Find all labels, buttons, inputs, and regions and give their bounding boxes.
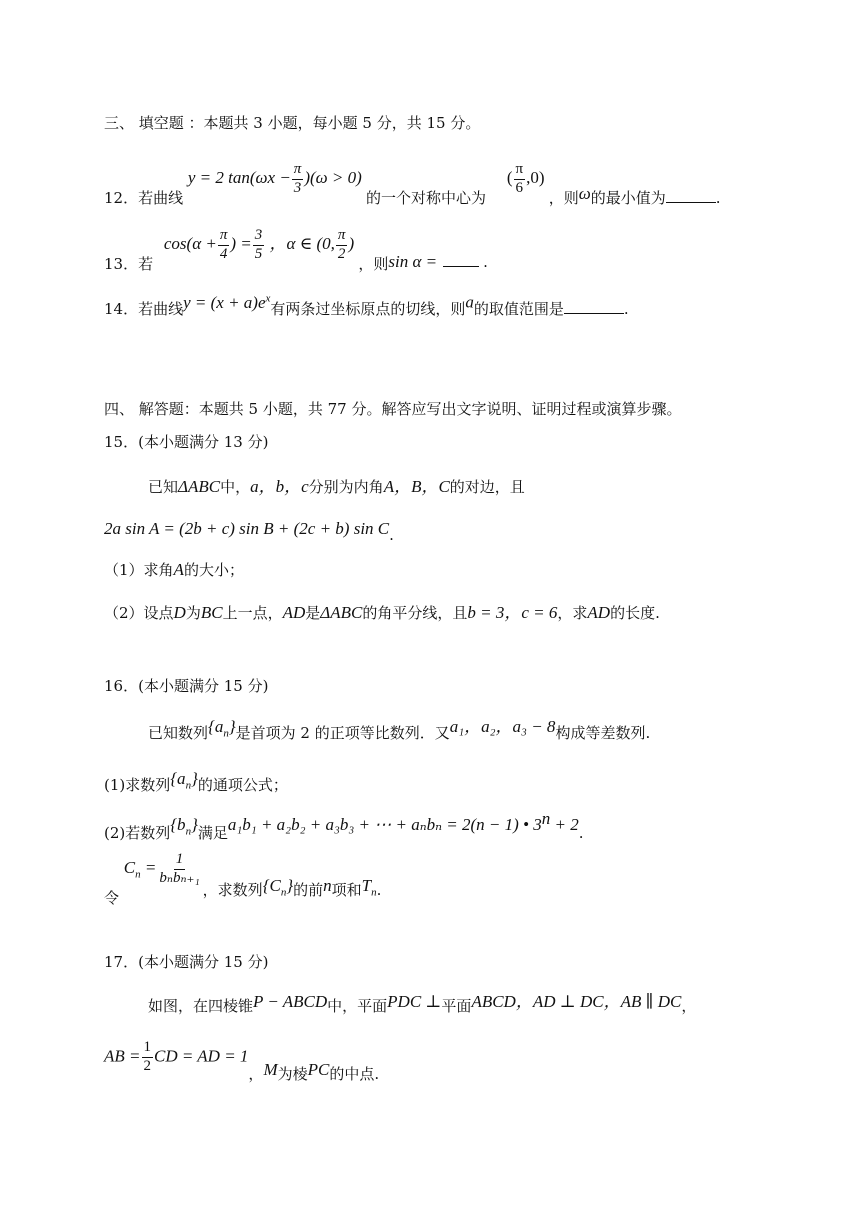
q15-condition-formula: 2a sin A = (2b + c) sin B + (2c + b) sin C. [104, 519, 394, 544]
q12-number: 12．若曲线 [104, 189, 184, 208]
q13-answer-blank [443, 266, 479, 267]
q13-number: 13．若 [104, 255, 154, 274]
q12-end: . [715, 189, 721, 208]
q14-a: a [465, 292, 474, 312]
q15-header: 15．(本小题满分 13 分) [104, 433, 269, 451]
q14-answer-blank [564, 313, 624, 314]
q15-part-2: （2）设点D为BC上一点，AD是ΔABC的角平分线，且b = 3，c = 6，求AD的长度. [104, 603, 660, 622]
q13-sin-formula: sin α = [388, 252, 438, 272]
q12-tail-text: 的最小值为 [590, 189, 666, 208]
q17-line-1: 如图，在四棱锥P − ABCD中，平面PDC ⊥平面ABCD，AD ⊥ DC，AB ∥ DC， [148, 992, 697, 1015]
q16-part-2: (2)若数列$\{b_n\}$满足a₁b₁ + a₂b₂ + a₃b₃ + ⋯ + aₙbₙ = 2(n − 1) • $3^n + 2$. [104, 809, 584, 842]
q16-part-2-cont: 令 $C_n$ = $\frac{1}{\text{bₙbₙ₊₁}}$ ，求数列$\{C_n\}$的前n项和$T_n$. [104, 851, 382, 908]
q16-part-1: (1)求数列$\{a_n\}$的通项公式； [104, 769, 288, 794]
q13-end: . [483, 253, 488, 272]
q13-alpha-range: ，α ∈ (0, $\frac{\pi}{2}$ ) [269, 227, 355, 262]
q12-then-text: ，则 [548, 189, 579, 208]
q15-line-1: 已知ΔABC中，a，b，c分别为内角A，B，C的对边，且 [148, 477, 525, 496]
question-13 [104, 227, 488, 274]
question-12 [104, 161, 721, 208]
q14-tail-text: 的取值范围是 [473, 299, 564, 318]
section-4-title: 四、 解答题：本题共 5 小题，共 77 分。解答应写出文字说明、证明过程或演算步骤。 [104, 400, 682, 418]
q12-omega: ω [578, 184, 591, 204]
q13-cos-formula: cos(α + $\frac{\pi}{4}$ ) = $\frac{3}{5}$ [163, 227, 263, 262]
q13-then-text: ，则 [358, 255, 389, 274]
q15-part-1: （1）求角A的大小； [104, 560, 244, 579]
q12-center-point: ( $\frac{\pi}{6}$ ,0) [506, 161, 545, 196]
q17-line-2: AB = $\frac{1}{2}$ CD = AD = 1，M为棱PC的中点. [104, 1039, 380, 1084]
q12-answer-blank [666, 202, 716, 203]
q16-header: 16．(本小题满分 15 分) [104, 677, 269, 695]
q14-number: 14．若曲线 [104, 299, 184, 318]
q16-line-1: 已知数列$\{a_n\}$是首项为 2 的正项等比数列．又a₁，a₂，a₃ − 8构成等差数列. [148, 717, 651, 742]
question-14 [104, 292, 629, 318]
section-3-title: 三、 填空题 ：本题共 3 小题，每小题 5 分，共 15 分。 [104, 114, 481, 132]
q17-header: 17．(本小题满分 15 分) [104, 953, 269, 971]
q14-mid-text: 有两条过坐标原点的切线，则 [270, 299, 466, 318]
q14-end: . [623, 299, 629, 318]
q12-mid-text: 的一个对称中心为 [366, 189, 487, 208]
q14-formula: $y = (x + a)e^x$ [183, 292, 271, 312]
q12-curve-formula: y = 2 tan(ωx − $\frac{\pi}{3}$ )(ω > 0) [187, 161, 362, 196]
